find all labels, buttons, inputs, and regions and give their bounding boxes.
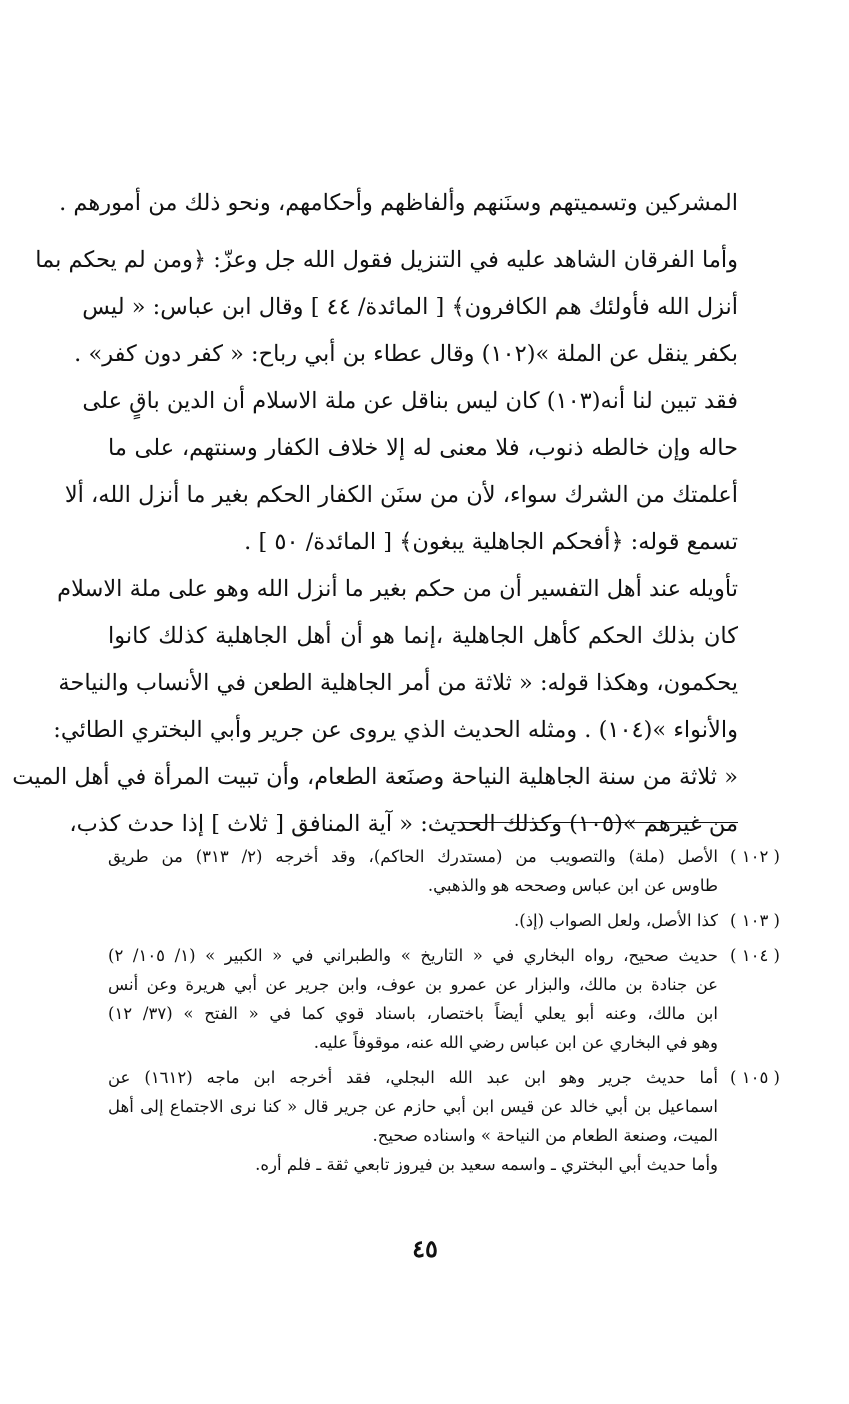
footnote-line: وأما حديث أبي البختري ـ واسمه سعيد بن فيروز تابعي ثقة ـ فلم أره. xyxy=(255,1155,718,1174)
text-line: كان بذلك الحكم كأهل الجاهلية ،إنما هو أن أهل الجاهلية كذلك كانوا xyxy=(108,623,738,649)
footnote-number: ( ١٠٥ ) xyxy=(730,1068,780,1087)
paragraph xyxy=(35,237,738,378)
footnote-line: عن جنادة بن مالك، والبزار عن عمرو بن عوف، وابن جرير عن أبي هريرة وعن أنس xyxy=(108,975,718,994)
text-line: تأويله عند أهل التفسير أن من حكم بغير ما أنزل الله وهو على ملة الاسلام xyxy=(57,576,738,602)
footnote-number: ( ١٠٤ ) xyxy=(730,946,780,965)
page-number: ٤٥ xyxy=(412,1234,438,1263)
text-line: « ثلاثة من سنة الجاهلية النياحة وصنَعة الطعام، وأن تبيت المرأة في أهل الميت xyxy=(12,764,738,790)
footnote-text xyxy=(108,941,718,1057)
footnote-line: ابن مالك، وعنه أبو يعلي أيضاً باختصار، باسناد قوي كما في « الفتح » (٣٧/ ١٢) xyxy=(108,1004,718,1023)
footnote-line: حديث صحيح، رواه البخاري في « التاريخ » والطبراني في « الكبير » (١/ ١٠٥/ ٢) xyxy=(108,946,718,965)
main-text xyxy=(12,180,738,848)
paragraph xyxy=(59,180,738,227)
footnote-line: أما حديث جرير وهو ابن عبد الله البجلي، فقد أخرجه ابن ماجه (١٦١٢) عن xyxy=(108,1068,718,1087)
paragraph xyxy=(12,566,738,848)
footnote-line: وهو في البخاري عن ابن عباس رضي الله عنه، موقوفاً عليه. xyxy=(313,1033,718,1052)
text-line: المشركين وتسميتهم وسنَنهم وألفاظهم وأحكامهم، ونحو ذلك من أمورهم . xyxy=(59,190,738,216)
footnotes xyxy=(108,842,780,1185)
text-line: يحكمون، وهكذا قوله: « ثلاثة من أمر الجاهلية الطعن في الأنساب والنياحة xyxy=(58,670,738,696)
footnote-line: كذا الأصل، ولعل الصواب (إذ). xyxy=(514,911,718,930)
footnote xyxy=(108,941,780,1057)
text-line: من غيرهم »(١٠٥) وكذلك الحديث: « آية المنافق [ ثلاث ] إذا حدث كذب، xyxy=(69,811,738,837)
footnote-line: طاوس عن ابن عباس وصححه هو والذهبي. xyxy=(427,876,718,895)
text-line: بكفر ينقل عن الملة »(١٠٢) وقال عطاء بن أبي رباح: « كفر دون كفر» . xyxy=(74,341,738,367)
footnote xyxy=(108,842,780,900)
footnote-line: الميت، وصنعة الطعام من النياحة » واسناده صحيح. xyxy=(372,1126,718,1145)
footnote-text xyxy=(108,1063,718,1179)
footnote-number: ( ١٠٣ ) xyxy=(730,911,780,930)
text-line: فقد تبين لنا أنه(١٠٣) كان ليس بناقل عن ملة الاسلام أن الدين باقٍ على xyxy=(82,388,738,414)
footnote-separator xyxy=(453,822,738,823)
paragraph xyxy=(64,378,738,566)
text-line: حاله وإن خالطه ذنوب، فلا معنى له إلا خلاف الكفار وسنتهم، على ما xyxy=(108,435,738,461)
text-line: أنزل الله فأولئك هم الكافرون﴾ [ المائدة/ ٤٤ ] وقال ابن عباس: « ليس xyxy=(82,294,738,320)
footnote-number: ( ١٠٢ ) xyxy=(730,847,780,866)
text-line: أعلمتك من الشرك سواء، لأن من سنَن الكفار الحكم بغير ما أنزل الله، ألا xyxy=(64,482,738,508)
footnote-line: الأصل (ملة) والتصويب من (مستدرك الحاكم)، وقد أخرجه (٢/ ٣١٣) من طريق xyxy=(108,847,718,866)
footnote xyxy=(108,1063,780,1179)
text-line: والأنواء »(١٠٤) . ومثله الحديث الذي يروى عن جرير وأبي البختري الطائي: xyxy=(53,717,738,743)
footnote-text xyxy=(108,906,718,935)
text-line: وأما الفرقان الشاهد عليه في التنزيل فقول الله جل وعزّ: ﴿ومن لم يحكم بما xyxy=(35,247,738,273)
footnote-line: اسماعيل بن أبي خالد عن قيس ابن أبي حازم عن جرير قال « كنا نرى الاجتماع إلى أهل xyxy=(108,1097,718,1116)
text-line: تسمع قوله: ﴿أفحكم الجاهلية يبغون﴾ [ المائدة/ ٥٠ ] . xyxy=(244,529,738,555)
footnote xyxy=(108,906,780,935)
footnote-text xyxy=(108,842,718,900)
